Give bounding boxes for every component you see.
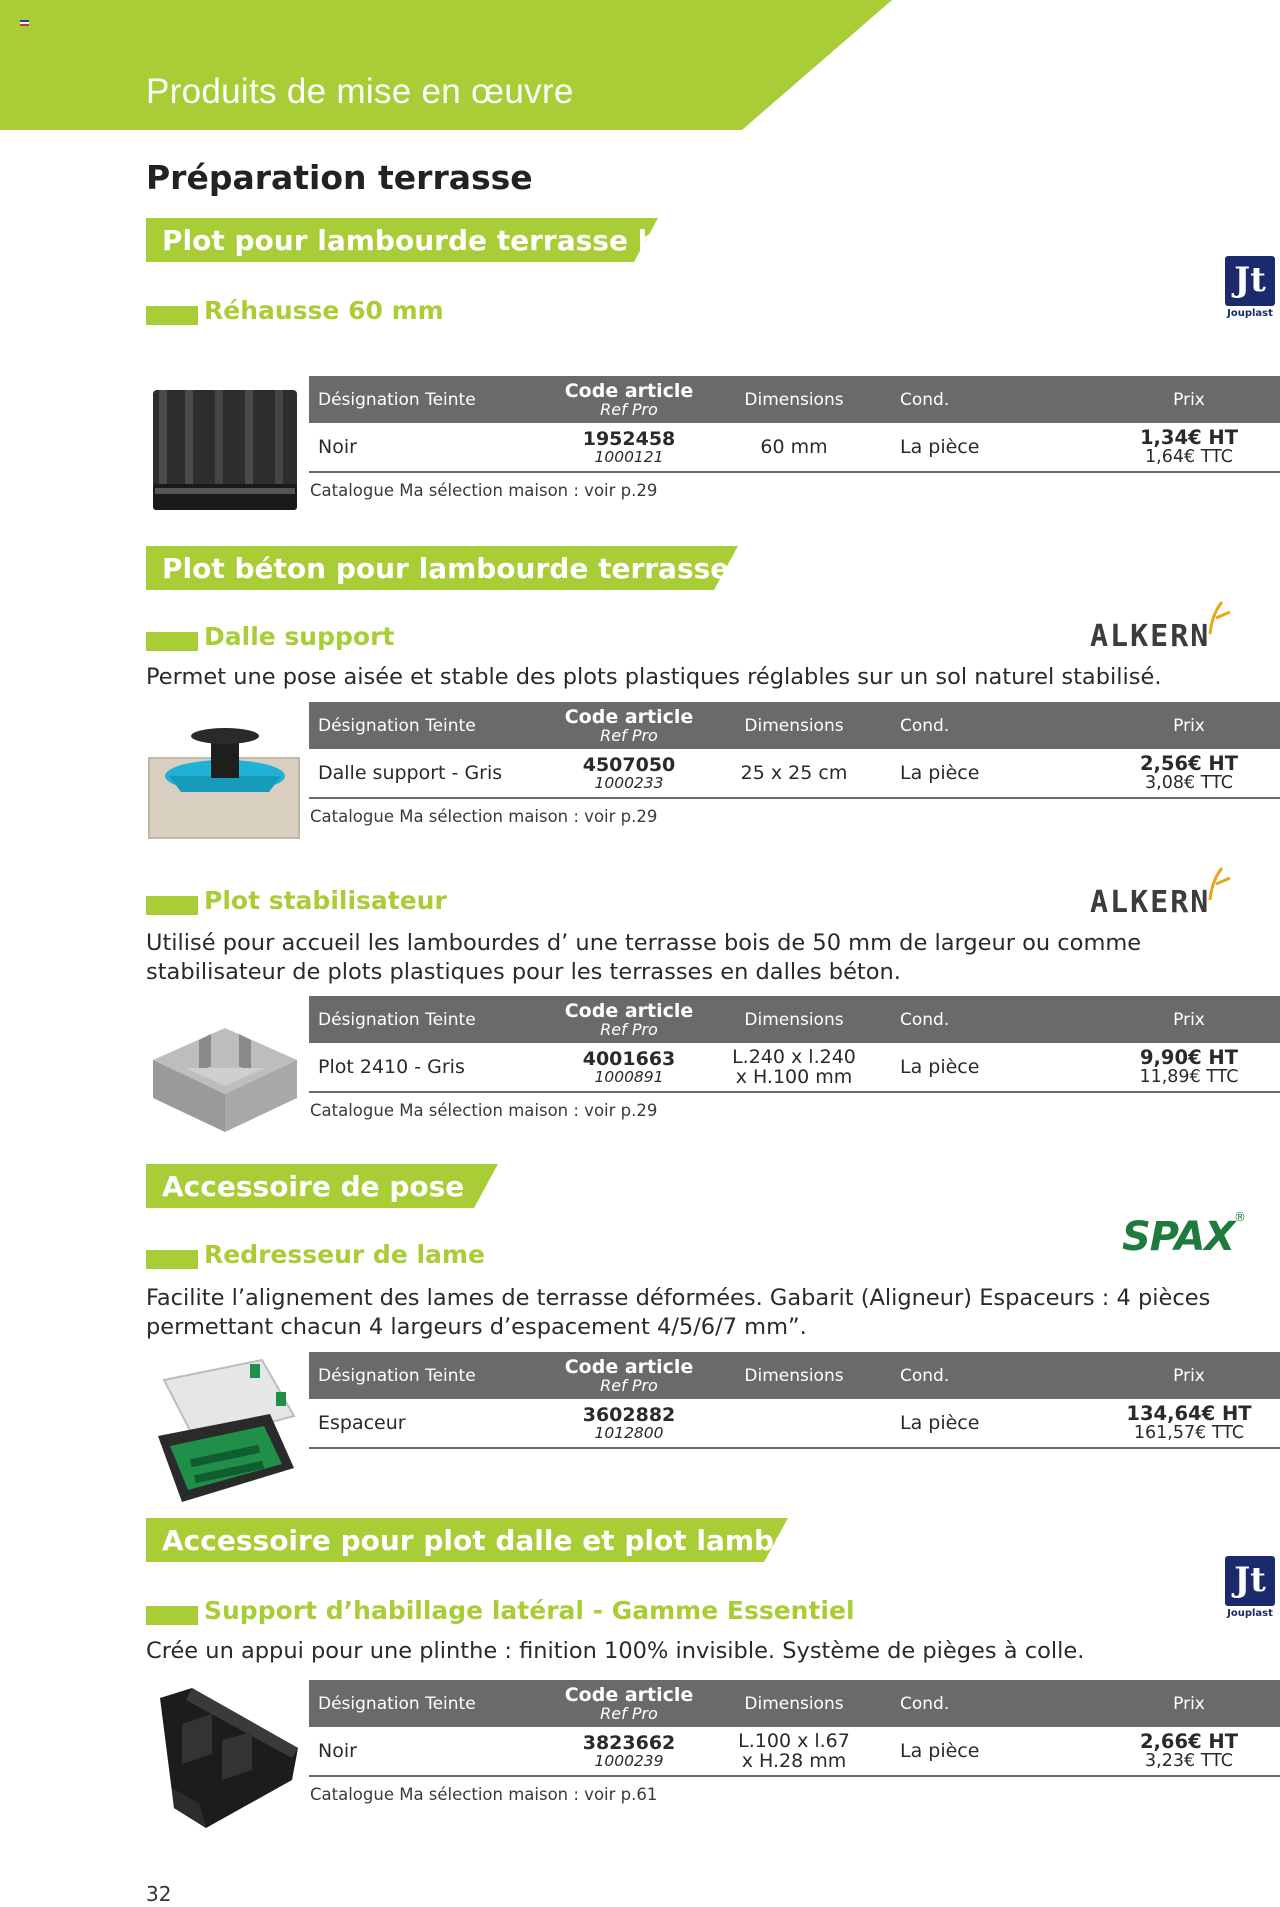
section-banner (146, 1518, 867, 1562)
cell-code (554, 749, 704, 797)
table-row (309, 1043, 1280, 1093)
price-ht: 2,66€ HT (1139, 1730, 1239, 1753)
section-title: Plot béton pour lambourde terrasse bois (162, 552, 805, 585)
header-code (554, 996, 704, 1043)
table-row (309, 1727, 1280, 1777)
header-prix: Prix (1173, 715, 1205, 736)
section-banner (146, 218, 704, 262)
table-row (309, 423, 1280, 473)
section-title: Accessoire de pose (162, 1170, 465, 1203)
header-cond: Cond. (900, 1009, 950, 1030)
header-code-label: Code article (564, 379, 694, 402)
cell-prix (1089, 1727, 1280, 1775)
flag-icon (20, 20, 29, 27)
subtitle-marker (146, 1250, 198, 1269)
header-cond: Cond. (900, 1365, 950, 1386)
code-value: 3602882 (582, 1403, 676, 1426)
subtitle-marker (146, 306, 198, 325)
alkern-logo (1090, 596, 1280, 656)
cell-dimensions (714, 1043, 874, 1091)
product-image-redresseur (150, 1356, 300, 1506)
header-cond: Cond. (900, 1693, 950, 1714)
dimensions-line-1: L.100 x l.67 (738, 1730, 850, 1752)
alkern-logo (1090, 862, 1280, 922)
header-dimensions: Dimensions (744, 715, 844, 736)
product-subtitle-text: Dalle support (204, 622, 395, 651)
header-designation: Désignation Teinte (318, 1009, 476, 1030)
table-header (309, 1680, 1280, 1727)
header-designation: Désignation Teinte (318, 1365, 476, 1386)
cell-dimensions (714, 1727, 874, 1775)
jouplast-wordmark: Jouplast (1227, 1608, 1273, 1619)
cell-prix (1089, 749, 1280, 797)
refpro-value: 1000239 (594, 1751, 664, 1770)
cell-prix (1089, 1399, 1280, 1447)
header-refpro-label: Ref Pro (600, 399, 658, 419)
header-prix: Prix (1173, 389, 1205, 410)
header-dimensions: Dimensions (744, 1365, 844, 1386)
cell-cond: La pièce (900, 762, 980, 784)
spax-logo (1122, 1208, 1262, 1268)
header-designation: Désignation Teinte (318, 389, 476, 410)
product-subtitle-text: Réhausse 60 mm (204, 296, 444, 325)
cell-designation: Noir (318, 1740, 357, 1762)
product-image-plot-stabilisateur (145, 1010, 305, 1134)
dimensions-line-2: x H.100 mm (735, 1066, 853, 1088)
registered-mark: ® (1234, 1210, 1246, 1224)
subtitle-marker (146, 896, 198, 915)
price-ttc: 11,89€ TTC (1139, 1067, 1239, 1087)
alkern-wordmark: ALKERN (1090, 885, 1211, 920)
table-header (309, 996, 1280, 1043)
header-refpro-label: Ref Pro (600, 725, 658, 745)
spax-wordmark: SPAX (1122, 1214, 1235, 1260)
price-ht: 9,90€ HT (1139, 1046, 1239, 1069)
catalogue-note: Catalogue Ma sélection maison : voir p.61 (310, 1785, 658, 1804)
refpro-value: 1000891 (594, 1067, 664, 1086)
header-cond: Cond. (900, 715, 950, 736)
section-title: Plot pour lambourde terrasse bois (162, 224, 704, 257)
price-ttc: 3,08€ TTC (1145, 773, 1233, 793)
product-subtitle-text: Plot stabilisateur (204, 886, 447, 915)
cell-code (554, 1399, 704, 1447)
product-image-support-habillage (152, 1684, 302, 1830)
cell-dimensions (714, 1399, 874, 1447)
price-ht: 2,56€ HT (1139, 752, 1239, 775)
cell-designation: Plot 2410 - Gris (318, 1056, 465, 1078)
header-code-label: Code article (564, 1355, 694, 1378)
page-number: 32 (146, 1882, 172, 1906)
header-band (0, 0, 1280, 130)
jouplast-mark: Jt (1225, 256, 1275, 306)
product-description: Utilisé pour accueil les lambourdes d’ une terrasse bois de 50 mm de largeur ou comme stabilisateur de plots plastiques pour les terrasses en dalles béton. (146, 930, 1142, 985)
price-ht: 1,34€ HT (1139, 426, 1239, 449)
header-code (554, 702, 704, 749)
code-value: 3823662 (582, 1731, 676, 1754)
header-refpro-label: Ref Pro (600, 1019, 658, 1039)
cell-prix (1089, 423, 1280, 471)
price-ht: 134,64€ HT (1126, 1402, 1252, 1425)
header-title: Produits de mise en œuvre (146, 72, 574, 111)
cell-designation: Espaceur (318, 1412, 406, 1434)
header-code-label: Code article (564, 1683, 694, 1706)
product-image-dalle-support (145, 722, 305, 840)
dimensions-line-1: 25 x 25 cm (740, 762, 848, 784)
section-title: Accessoire pour plot dalle et plot lambourde (162, 1524, 867, 1557)
header-code-label: Code article (564, 999, 694, 1022)
refpro-value: 1000121 (594, 447, 664, 466)
header-designation: Désignation Teinte (318, 715, 476, 736)
subtitle-marker (146, 632, 198, 651)
section-banner (146, 546, 805, 590)
header-code (554, 376, 704, 423)
table-header (309, 702, 1280, 749)
header-dimensions: Dimensions (744, 389, 844, 410)
code-value: 4507050 (582, 753, 676, 776)
header-prix: Prix (1173, 1009, 1205, 1030)
table-row (309, 1399, 1280, 1449)
refpro-value: 1000233 (594, 773, 664, 792)
catalogue-note: Catalogue Ma sélection maison : voir p.29 (310, 481, 658, 500)
cell-dimensions (714, 749, 874, 797)
header-prix: Prix (1173, 1693, 1205, 1714)
code-value: 4001663 (582, 1047, 676, 1070)
product-description: Facilite l’alignement des lames de terrasse déformées. Gabarit (Aligneur) Espaceurs : 4 pièces permettant chacun 4 largeurs d’espacement 4/5/6/7 mm”. (146, 1285, 1211, 1340)
jouplast-logo (1222, 1556, 1278, 1626)
dimensions-line-2: x H.28 mm (741, 1750, 847, 1772)
header-dimensions: Dimensions (744, 1693, 844, 1714)
header-designation: Désignation Teinte (318, 1693, 476, 1714)
cell-code (554, 423, 704, 471)
table-header (309, 1352, 1280, 1399)
dimensions-line-1: L.240 x l.240 (732, 1046, 856, 1068)
alkern-wordmark: ALKERN (1090, 619, 1211, 654)
jouplast-logo (1222, 256, 1278, 326)
price-ttc: 1,64€ TTC (1145, 447, 1233, 467)
price-ttc: 161,57€ TTC (1133, 1423, 1245, 1443)
product-subtitle-text: Support d’habillage latéral - Gamme Essentiel (204, 1596, 855, 1625)
price-ttc: 3,23€ TTC (1145, 1751, 1233, 1771)
cell-designation: Noir (318, 436, 357, 458)
code-value: 1952458 (582, 427, 676, 450)
header-refpro-label: Ref Pro (600, 1703, 658, 1723)
header-dimensions: Dimensions (744, 1009, 844, 1030)
table-header (309, 376, 1280, 423)
header-code-label: Code article (564, 705, 694, 728)
cell-cond: La pièce (900, 1740, 980, 1762)
page-title: Préparation terrasse (146, 158, 533, 197)
cell-prix (1089, 1043, 1280, 1091)
cell-code (554, 1727, 704, 1775)
product-subtitle-text: Redresseur de lame (204, 1240, 485, 1269)
catalogue-note: Catalogue Ma sélection maison : voir p.29 (310, 807, 658, 826)
cell-designation: Dalle support - Gris (318, 762, 503, 784)
header-cond: Cond. (900, 389, 950, 410)
cell-cond: La pièce (900, 1056, 980, 1078)
cell-cond: La pièce (900, 1412, 980, 1434)
jouplast-mark: Jt (1225, 1556, 1275, 1606)
subtitle-marker (146, 1606, 198, 1625)
refpro-value: 1012800 (594, 1423, 664, 1442)
product-description: Crée un appui pour une plinthe : finition 100% invisible. Système de pièges à colle. (146, 1638, 1085, 1664)
cell-dimensions (714, 423, 874, 471)
product-description: Permet une pose aisée et stable des plots plastiques réglables sur un sol naturel stabilisé. (146, 664, 1162, 690)
header-prix: Prix (1173, 1365, 1205, 1386)
cell-code (554, 1043, 704, 1091)
header-code (554, 1680, 704, 1727)
cell-cond: La pièce (900, 436, 980, 458)
header-refpro-label: Ref Pro (600, 1375, 658, 1395)
product-image-rehausse (145, 384, 305, 516)
header-code (554, 1352, 704, 1399)
table-row (309, 749, 1280, 799)
catalogue-note: Catalogue Ma sélection maison : voir p.29 (310, 1101, 658, 1120)
jouplast-wordmark: Jouplast (1227, 308, 1273, 319)
dimensions-line-1: 60 mm (760, 436, 828, 458)
section-banner (146, 1164, 498, 1208)
